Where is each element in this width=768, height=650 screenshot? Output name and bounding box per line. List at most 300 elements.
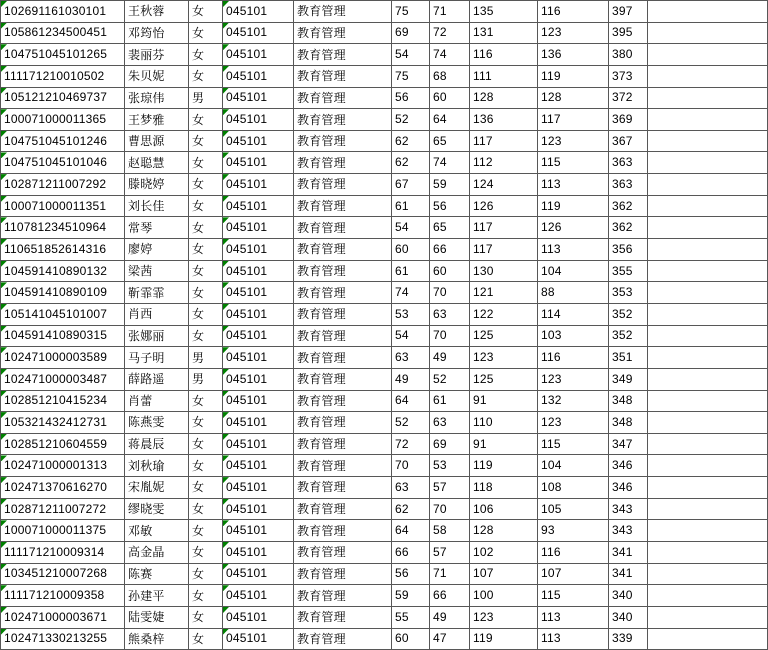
cell-s1[interactable] — [392, 131, 430, 153]
cell-name[interactable] — [125, 434, 189, 456]
cell-major[interactable] — [294, 369, 392, 391]
cell-s3[interactable] — [470, 499, 538, 521]
cell-total[interactable] — [609, 326, 648, 348]
cell-name[interactable] — [125, 347, 189, 369]
cell-gender[interactable] — [189, 585, 223, 607]
cell-code[interactable] — [223, 369, 294, 391]
cell-extra[interactable] — [648, 196, 768, 218]
cell-s4[interactable] — [538, 542, 609, 564]
cell-id[interactable] — [1, 542, 125, 564]
cell-id[interactable] — [1, 391, 125, 413]
cell-total[interactable] — [609, 542, 648, 564]
cell-major[interactable] — [294, 217, 392, 239]
cell-major[interactable] — [294, 326, 392, 348]
cell-id[interactable] — [1, 455, 125, 477]
cell-code[interactable] — [223, 282, 294, 304]
cell-s3[interactable] — [470, 391, 538, 413]
cell-s2[interactable] — [430, 391, 470, 413]
cell-id[interactable] — [1, 88, 125, 110]
cell-name[interactable] — [125, 499, 189, 521]
cell-total[interactable] — [609, 434, 648, 456]
cell-s4[interactable] — [538, 44, 609, 66]
cell-s1[interactable] — [392, 542, 430, 564]
cell-extra[interactable] — [648, 629, 768, 650]
cell-s2[interactable] — [430, 564, 470, 586]
cell-s2[interactable] — [430, 1, 470, 23]
cell-code[interactable] — [223, 174, 294, 196]
cell-code[interactable] — [223, 455, 294, 477]
cell-gender[interactable] — [189, 131, 223, 153]
cell-s2[interactable] — [430, 607, 470, 629]
cell-code[interactable] — [223, 109, 294, 131]
cell-extra[interactable] — [648, 520, 768, 542]
cell-major[interactable] — [294, 434, 392, 456]
cell-gender[interactable] — [189, 564, 223, 586]
cell-s3[interactable] — [470, 347, 538, 369]
cell-id[interactable] — [1, 261, 125, 283]
cell-extra[interactable] — [648, 152, 768, 174]
cell-extra[interactable] — [648, 304, 768, 326]
cell-s2[interactable] — [430, 196, 470, 218]
cell-major[interactable] — [294, 564, 392, 586]
cell-name[interactable] — [125, 304, 189, 326]
cell-extra[interactable] — [648, 109, 768, 131]
cell-s3[interactable] — [470, 412, 538, 434]
cell-name[interactable] — [125, 477, 189, 499]
cell-major[interactable] — [294, 152, 392, 174]
cell-extra[interactable] — [648, 585, 768, 607]
cell-s1[interactable] — [392, 347, 430, 369]
cell-s4[interactable] — [538, 196, 609, 218]
cell-extra[interactable] — [648, 607, 768, 629]
cell-gender[interactable] — [189, 174, 223, 196]
cell-extra[interactable] — [648, 239, 768, 261]
cell-s1[interactable] — [392, 44, 430, 66]
cell-code[interactable] — [223, 629, 294, 650]
cell-gender[interactable] — [189, 347, 223, 369]
cell-code[interactable] — [223, 196, 294, 218]
cell-id[interactable] — [1, 152, 125, 174]
cell-s4[interactable] — [538, 152, 609, 174]
cell-s2[interactable] — [430, 44, 470, 66]
cell-s1[interactable] — [392, 261, 430, 283]
cell-s1[interactable] — [392, 109, 430, 131]
cell-gender[interactable] — [189, 152, 223, 174]
cell-gender[interactable] — [189, 109, 223, 131]
cell-s2[interactable] — [430, 261, 470, 283]
cell-code[interactable] — [223, 88, 294, 110]
cell-major[interactable] — [294, 347, 392, 369]
cell-extra[interactable] — [648, 564, 768, 586]
cell-name[interactable] — [125, 607, 189, 629]
cell-s3[interactable] — [470, 261, 538, 283]
cell-s1[interactable] — [392, 282, 430, 304]
cell-major[interactable] — [294, 44, 392, 66]
cell-s1[interactable] — [392, 369, 430, 391]
cell-s1[interactable] — [392, 23, 430, 45]
cell-name[interactable] — [125, 23, 189, 45]
cell-total[interactable] — [609, 564, 648, 586]
cell-gender[interactable] — [189, 434, 223, 456]
cell-s1[interactable] — [392, 391, 430, 413]
cell-s4[interactable] — [538, 23, 609, 45]
cell-major[interactable] — [294, 520, 392, 542]
cell-s3[interactable] — [470, 369, 538, 391]
cell-s1[interactable] — [392, 629, 430, 650]
cell-name[interactable] — [125, 131, 189, 153]
cell-name[interactable] — [125, 44, 189, 66]
cell-name[interactable] — [125, 217, 189, 239]
cell-s3[interactable] — [470, 520, 538, 542]
cell-major[interactable] — [294, 585, 392, 607]
cell-extra[interactable] — [648, 131, 768, 153]
cell-extra[interactable] — [648, 434, 768, 456]
cell-s2[interactable] — [430, 326, 470, 348]
cell-s1[interactable] — [392, 1, 430, 23]
cell-major[interactable] — [294, 607, 392, 629]
cell-gender[interactable] — [189, 369, 223, 391]
cell-code[interactable] — [223, 131, 294, 153]
cell-major[interactable] — [294, 174, 392, 196]
cell-code[interactable] — [223, 564, 294, 586]
cell-gender[interactable] — [189, 66, 223, 88]
cell-extra[interactable] — [648, 455, 768, 477]
cell-s1[interactable] — [392, 239, 430, 261]
cell-major[interactable] — [294, 261, 392, 283]
cell-id[interactable] — [1, 1, 125, 23]
cell-s2[interactable] — [430, 477, 470, 499]
cell-gender[interactable] — [189, 23, 223, 45]
cell-total[interactable] — [609, 152, 648, 174]
cell-id[interactable] — [1, 412, 125, 434]
cell-name[interactable] — [125, 542, 189, 564]
cell-name[interactable] — [125, 109, 189, 131]
cell-s4[interactable] — [538, 109, 609, 131]
cell-id[interactable] — [1, 629, 125, 650]
cell-s3[interactable] — [470, 131, 538, 153]
cell-total[interactable] — [609, 23, 648, 45]
cell-total[interactable] — [609, 1, 648, 23]
cell-s1[interactable] — [392, 217, 430, 239]
cell-total[interactable] — [609, 520, 648, 542]
cell-s2[interactable] — [430, 369, 470, 391]
cell-s1[interactable] — [392, 66, 430, 88]
cell-s3[interactable] — [470, 23, 538, 45]
cell-extra[interactable] — [648, 23, 768, 45]
cell-s2[interactable] — [430, 304, 470, 326]
cell-gender[interactable] — [189, 88, 223, 110]
cell-extra[interactable] — [648, 217, 768, 239]
cell-s2[interactable] — [430, 499, 470, 521]
cell-total[interactable] — [609, 304, 648, 326]
cell-total[interactable] — [609, 217, 648, 239]
cell-s4[interactable] — [538, 585, 609, 607]
cell-s3[interactable] — [470, 109, 538, 131]
cell-id[interactable] — [1, 369, 125, 391]
cell-major[interactable] — [294, 88, 392, 110]
cell-id[interactable] — [1, 217, 125, 239]
cell-s2[interactable] — [430, 282, 470, 304]
cell-id[interactable] — [1, 239, 125, 261]
cell-name[interactable] — [125, 455, 189, 477]
cell-s1[interactable] — [392, 585, 430, 607]
cell-code[interactable] — [223, 1, 294, 23]
cell-major[interactable] — [294, 412, 392, 434]
cell-extra[interactable] — [648, 282, 768, 304]
cell-s4[interactable] — [538, 369, 609, 391]
cell-gender[interactable] — [189, 217, 223, 239]
cell-major[interactable] — [294, 23, 392, 45]
cell-id[interactable] — [1, 585, 125, 607]
cell-gender[interactable] — [189, 1, 223, 23]
cell-id[interactable] — [1, 434, 125, 456]
cell-id[interactable] — [1, 499, 125, 521]
cell-s2[interactable] — [430, 434, 470, 456]
cell-major[interactable] — [294, 499, 392, 521]
cell-id[interactable] — [1, 564, 125, 586]
cell-s2[interactable] — [430, 66, 470, 88]
cell-name[interactable] — [125, 391, 189, 413]
cell-s1[interactable] — [392, 499, 430, 521]
cell-gender[interactable] — [189, 499, 223, 521]
cell-code[interactable] — [223, 347, 294, 369]
cell-s1[interactable] — [392, 434, 430, 456]
cell-total[interactable] — [609, 499, 648, 521]
cell-total[interactable] — [609, 347, 648, 369]
cell-id[interactable] — [1, 131, 125, 153]
cell-s2[interactable] — [430, 585, 470, 607]
cell-gender[interactable] — [189, 412, 223, 434]
cell-extra[interactable] — [648, 88, 768, 110]
cell-s2[interactable] — [430, 542, 470, 564]
cell-id[interactable] — [1, 347, 125, 369]
cell-total[interactable] — [609, 369, 648, 391]
cell-code[interactable] — [223, 607, 294, 629]
cell-s4[interactable] — [538, 347, 609, 369]
cell-major[interactable] — [294, 1, 392, 23]
cell-extra[interactable] — [648, 326, 768, 348]
cell-gender[interactable] — [189, 455, 223, 477]
cell-s1[interactable] — [392, 326, 430, 348]
cell-name[interactable] — [125, 629, 189, 650]
cell-s2[interactable] — [430, 347, 470, 369]
cell-total[interactable] — [609, 412, 648, 434]
cell-code[interactable] — [223, 391, 294, 413]
cell-name[interactable] — [125, 412, 189, 434]
cell-s1[interactable] — [392, 520, 430, 542]
cell-name[interactable] — [125, 369, 189, 391]
cell-s1[interactable] — [392, 304, 430, 326]
cell-s3[interactable] — [470, 455, 538, 477]
cell-code[interactable] — [223, 434, 294, 456]
cell-s2[interactable] — [430, 88, 470, 110]
cell-s2[interactable] — [430, 131, 470, 153]
cell-gender[interactable] — [189, 261, 223, 283]
cell-s4[interactable] — [538, 477, 609, 499]
cell-gender[interactable] — [189, 304, 223, 326]
cell-s3[interactable] — [470, 434, 538, 456]
cell-total[interactable] — [609, 88, 648, 110]
cell-s2[interactable] — [430, 239, 470, 261]
cell-total[interactable] — [609, 44, 648, 66]
cell-extra[interactable] — [648, 347, 768, 369]
cell-id[interactable] — [1, 23, 125, 45]
cell-s4[interactable] — [538, 629, 609, 650]
cell-extra[interactable] — [648, 66, 768, 88]
cell-s3[interactable] — [470, 564, 538, 586]
cell-major[interactable] — [294, 455, 392, 477]
cell-s3[interactable] — [470, 66, 538, 88]
cell-s4[interactable] — [538, 499, 609, 521]
cell-extra[interactable] — [648, 1, 768, 23]
cell-major[interactable] — [294, 542, 392, 564]
cell-major[interactable] — [294, 239, 392, 261]
cell-extra[interactable] — [648, 174, 768, 196]
cell-name[interactable] — [125, 585, 189, 607]
cell-id[interactable] — [1, 326, 125, 348]
cell-s2[interactable] — [430, 174, 470, 196]
cell-total[interactable] — [609, 131, 648, 153]
cell-major[interactable] — [294, 196, 392, 218]
cell-id[interactable] — [1, 304, 125, 326]
cell-major[interactable] — [294, 629, 392, 650]
cell-s1[interactable] — [392, 564, 430, 586]
cell-id[interactable] — [1, 44, 125, 66]
cell-s4[interactable] — [538, 326, 609, 348]
cell-name[interactable] — [125, 326, 189, 348]
cell-gender[interactable] — [189, 520, 223, 542]
cell-s2[interactable] — [430, 520, 470, 542]
cell-name[interactable] — [125, 88, 189, 110]
cell-total[interactable] — [609, 629, 648, 650]
cell-s4[interactable] — [538, 1, 609, 23]
cell-s3[interactable] — [470, 44, 538, 66]
cell-total[interactable] — [609, 585, 648, 607]
cell-s3[interactable] — [470, 585, 538, 607]
cell-s1[interactable] — [392, 196, 430, 218]
cell-major[interactable] — [294, 477, 392, 499]
cell-s1[interactable] — [392, 88, 430, 110]
cell-name[interactable] — [125, 152, 189, 174]
cell-s2[interactable] — [430, 412, 470, 434]
cell-s3[interactable] — [470, 282, 538, 304]
cell-total[interactable] — [609, 109, 648, 131]
cell-s3[interactable] — [470, 217, 538, 239]
cell-s3[interactable] — [470, 542, 538, 564]
cell-total[interactable] — [609, 239, 648, 261]
cell-s2[interactable] — [430, 455, 470, 477]
cell-name[interactable] — [125, 564, 189, 586]
cell-s4[interactable] — [538, 239, 609, 261]
cell-id[interactable] — [1, 109, 125, 131]
cell-total[interactable] — [609, 282, 648, 304]
cell-id[interactable] — [1, 520, 125, 542]
cell-s3[interactable] — [470, 607, 538, 629]
cell-code[interactable] — [223, 585, 294, 607]
cell-s3[interactable] — [470, 304, 538, 326]
cell-s3[interactable] — [470, 1, 538, 23]
cell-code[interactable] — [223, 217, 294, 239]
cell-extra[interactable] — [648, 412, 768, 434]
cell-extra[interactable] — [648, 391, 768, 413]
cell-gender[interactable] — [189, 477, 223, 499]
cell-name[interactable] — [125, 174, 189, 196]
cell-s4[interactable] — [538, 434, 609, 456]
cell-s2[interactable] — [430, 109, 470, 131]
cell-code[interactable] — [223, 44, 294, 66]
cell-id[interactable] — [1, 174, 125, 196]
cell-s3[interactable] — [470, 88, 538, 110]
cell-extra[interactable] — [648, 542, 768, 564]
cell-gender[interactable] — [189, 542, 223, 564]
cell-id[interactable] — [1, 282, 125, 304]
cell-name[interactable] — [125, 196, 189, 218]
cell-code[interactable] — [223, 499, 294, 521]
cell-code[interactable] — [223, 23, 294, 45]
cell-code[interactable] — [223, 261, 294, 283]
cell-code[interactable] — [223, 520, 294, 542]
cell-code[interactable] — [223, 152, 294, 174]
cell-s1[interactable] — [392, 455, 430, 477]
cell-gender[interactable] — [189, 326, 223, 348]
cell-major[interactable] — [294, 131, 392, 153]
cell-s4[interactable] — [538, 261, 609, 283]
cell-s4[interactable] — [538, 217, 609, 239]
cell-s2[interactable] — [430, 629, 470, 650]
cell-gender[interactable] — [189, 607, 223, 629]
cell-s3[interactable] — [470, 326, 538, 348]
cell-id[interactable] — [1, 477, 125, 499]
cell-s1[interactable] — [392, 152, 430, 174]
cell-s4[interactable] — [538, 131, 609, 153]
cell-name[interactable] — [125, 282, 189, 304]
cell-extra[interactable] — [648, 369, 768, 391]
cell-code[interactable] — [223, 412, 294, 434]
cell-id[interactable] — [1, 607, 125, 629]
cell-id[interactable] — [1, 196, 125, 218]
cell-s1[interactable] — [392, 607, 430, 629]
cell-name[interactable] — [125, 239, 189, 261]
cell-code[interactable] — [223, 239, 294, 261]
cell-s4[interactable] — [538, 455, 609, 477]
cell-s1[interactable] — [392, 477, 430, 499]
cell-code[interactable] — [223, 326, 294, 348]
cell-total[interactable] — [609, 196, 648, 218]
cell-name[interactable] — [125, 261, 189, 283]
cell-s4[interactable] — [538, 391, 609, 413]
cell-s1[interactable] — [392, 174, 430, 196]
cell-name[interactable] — [125, 66, 189, 88]
cell-s3[interactable] — [470, 477, 538, 499]
cell-s3[interactable] — [470, 152, 538, 174]
cell-s3[interactable] — [470, 174, 538, 196]
cell-total[interactable] — [609, 391, 648, 413]
cell-code[interactable] — [223, 66, 294, 88]
cell-code[interactable] — [223, 542, 294, 564]
cell-s4[interactable] — [538, 412, 609, 434]
cell-s4[interactable] — [538, 88, 609, 110]
cell-s2[interactable] — [430, 23, 470, 45]
cell-s3[interactable] — [470, 196, 538, 218]
cell-total[interactable] — [609, 174, 648, 196]
cell-s1[interactable] — [392, 412, 430, 434]
cell-gender[interactable] — [189, 196, 223, 218]
cell-s4[interactable] — [538, 282, 609, 304]
cell-extra[interactable] — [648, 261, 768, 283]
cell-gender[interactable] — [189, 629, 223, 650]
cell-name[interactable] — [125, 1, 189, 23]
cell-gender[interactable] — [189, 239, 223, 261]
